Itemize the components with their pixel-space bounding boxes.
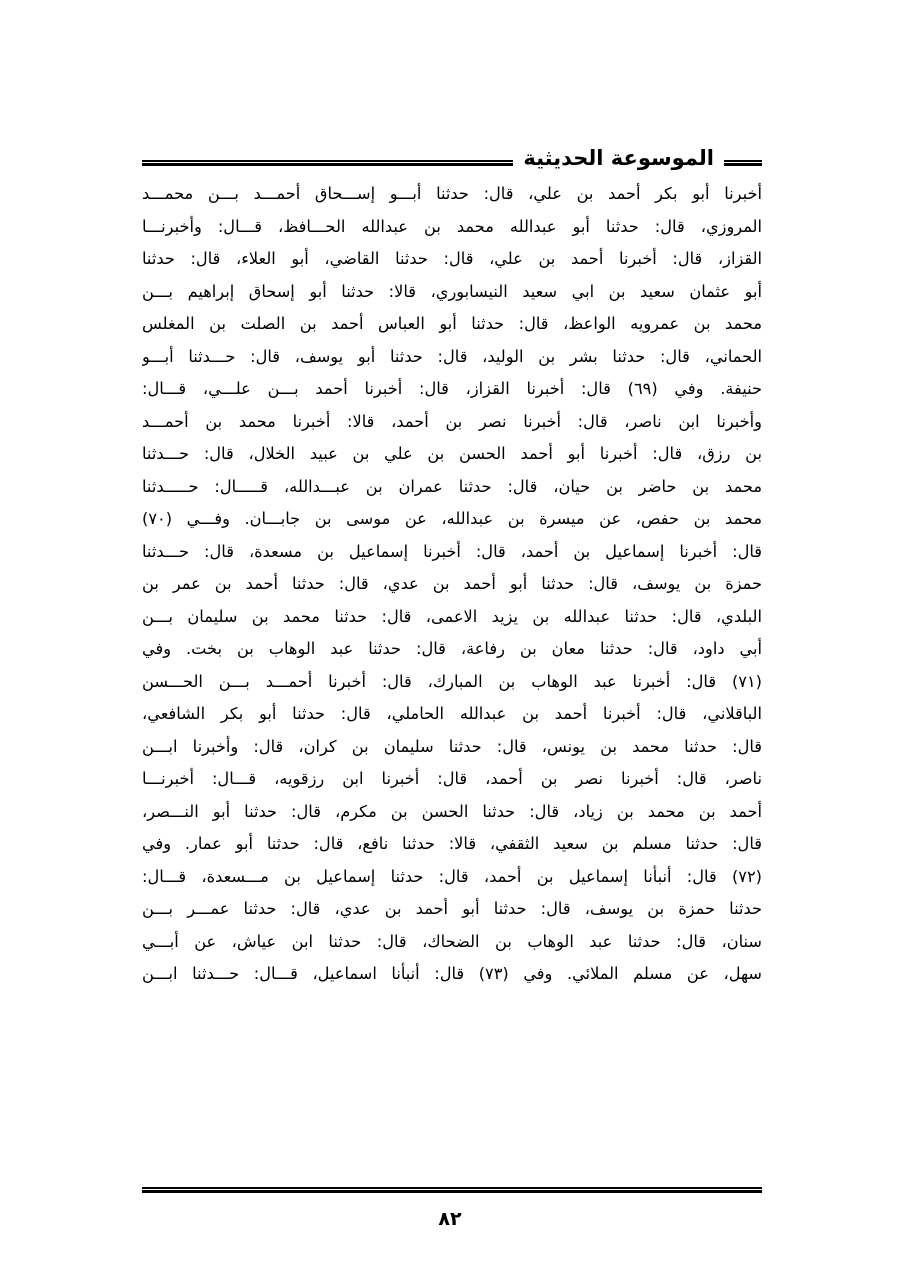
text-line: وأخبرنا ابن ناصر، قال: أخبرنا نصر بن أحمد، قالا: أخبرنا محمد بن أحمـــد (142, 411, 762, 431)
page-header (142, 140, 762, 176)
main-text (142, 178, 762, 991)
text-line: قال: حدثنا محمد بن يونس، قال: حدثنا سليمان بن كران، قال: وأخبرنا ابـــن (142, 736, 762, 756)
text-line: سنان، قال: حدثنا عبد الوهاب بن الضحاك، قال: حدثنا ابن عياش، عن أبـــي (142, 931, 762, 951)
page-title: الموسوعة الحديثية (523, 146, 714, 170)
text-line: الحماني، قال: حدثنا بشر بن الوليد، قال: حدثنا أبو يوسف، قال: حـــدثنا أبـــو (142, 346, 762, 366)
text-line: محمد بن عمرويه الواعظ، قال: حدثنا أبو العباس أحمد بن الصلت بن المغلس (142, 314, 762, 333)
text-line: قال: أخبرنا إسماعيل بن أحمد، قال: أخبرنا إسماعيل بن مسعدة، قال: حـــدثنا (142, 541, 762, 561)
text-line: القزاز، قال: أخبرنا أحمد بن علي، قال: حدثنا القاضي، أبو العلاء، قال: حدثنا (142, 249, 762, 268)
text-line: أبي داود، قال: حدثنا معان بن رفاعة، قال: حدثنا عبد الوهاب بن بخت. وفي (142, 639, 762, 658)
header-rule-left (142, 160, 513, 166)
text-line: (٧١) قال: أخبرنا عبد الوهاب بن المبارك، قال: أخبرنا أحمـــد بـــن الحـــسن (142, 671, 762, 691)
text-line: محمد بن حاضر بن حيان، قال: حدثنا عمران بن عبـــدالله، قـــــال: حـــــدثنا (142, 476, 762, 496)
text-line: قال: حدثنا مسلم بن سعيد الثقفي، قالا: حدثنا نافع، قال: حدثنا أبو عمار. وفي (142, 834, 762, 853)
text-line: سهل، عن مسلم الملائي. وفي (٧٣) قال: أنبأنا اسماعيل، قـــال: حـــدثنا ابـــن (142, 964, 762, 983)
text-line: محمد بن حفص، عن ميسرة بن عبدالله، عن موسى بن جابـــان. وفـــي (٧٠) (142, 509, 762, 528)
text-line: أبو عثمان سعيد بن ابي سعيد النيسابوري، قالا: حدثنا أبو إسحاق إبراهيم بـــن (142, 281, 762, 301)
text-line: البلدي، قال: حدثنا عبدالله بن يزيد الاعمى، قال: حدثنا محمد بن سليمان بـــن (142, 606, 762, 626)
text-line: ناصر، قال: أخبرنا نصر بن أحمد، قال: أخبرنا ابن رزقويه، قـــال: أخبرنـــا (142, 769, 762, 788)
page-number: ٨٢ (438, 1208, 462, 1230)
text-line: أحمد بن محمد بن زياد، قال: حدثنا الحسن بن مكرم، قال: حدثنا أبو النـــصر، (142, 801, 762, 821)
text-line: حنيفة. وفي (٦٩) قال: أخبرنا القزاز، قال: أخبرنا أحمد بـــن علـــي، قـــال: (142, 379, 762, 398)
text-line: (٧٢) قال: أنبأنا إسماعيل بن أحمد، قال: حدثنا إسماعيل بن مـــسعدة، قـــال: (142, 866, 762, 886)
text-line: حدثنا حمزة بن يوسف، قال: حدثنا أبو أحمد بن عدي، قال: حدثنا عمـــر بـــن (142, 899, 762, 918)
text-line: أخبرنا أبو بكر أحمد بن علي، قال: حدثنا أبـــو إســـحاق أحمـــد بـــن محمـــد (142, 184, 762, 203)
footer-rule (142, 1187, 762, 1193)
text-line: بن رزق، قال: أخبرنا أبو أحمد الحسن بن علي بن عبيد الخلال، قال: حـــدثنا (142, 444, 762, 463)
text-line: الباقلاني، قال: أخبرنا أحمد بن عبدالله الحاملي، قال: حدثنا أبو بكر الشافعي، (142, 704, 762, 723)
text-line: المروزي، قال: حدثنا أبو عبدالله محمد بن عبدالله الحـــافظ، قـــال: وأخبرنـــا (142, 216, 762, 236)
header-rule-right (724, 160, 762, 166)
text-line: حمزة بن يوسف، قال: حدثنا أبو أحمد بن عدي، قال: حدثنا أحمد بن عمر بن (142, 574, 762, 593)
